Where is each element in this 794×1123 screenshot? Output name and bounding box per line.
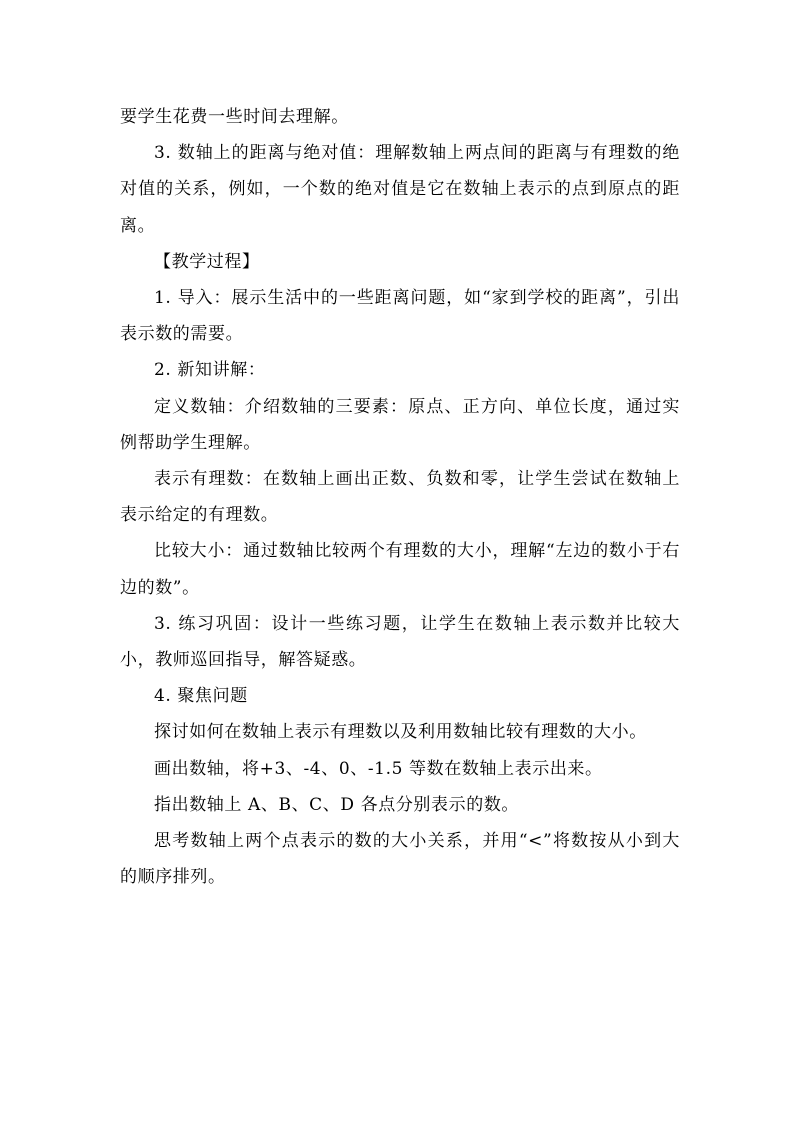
- paragraph-point-3-distance-absolute-value: 3. 数轴上的距离与绝对值：理解数轴上两点间的距离与有理数的绝对值的关系，例如，一个数的绝对值是它在数轴上表示的点到原点的距离。: [120, 143, 680, 236]
- paragraph-focus-explore: 探讨如何在数轴上表示有理数以及利用数轴比较有理数的大小。: [154, 722, 647, 743]
- paragraph-continuation: 要学生花费一些时间去理解。: [120, 107, 349, 127]
- paragraph-step-3-practice: 3. 练习巩固：设计一些练习题，让学生在数轴上表示数并比较大小，教师巡回指导，解答疑惑。: [120, 613, 680, 671]
- paragraph-step-1-introduction: 1. 导入：展示生活中的一些距离问题，如“家到学校的距离”，引出表示数的需要。: [120, 288, 680, 345]
- paragraph-define-number-line: 定义数轴：介绍数轴的三要素：原点、正方向、单位长度，通过实例帮助学生理解。: [120, 396, 680, 453]
- paragraph-focus-draw-number-line: 画出数轴，将+3、-4、0、-1.5 等数在数轴上表示出来。: [154, 758, 603, 779]
- paragraph-step-2-new-knowledge: 2. 新知讲解：: [154, 360, 266, 381]
- document-body: [120, 99, 680, 895]
- section-heading-teaching-process: 【教学过程】: [154, 251, 260, 272]
- paragraph-compare-size: 比较大小：通过数轴比较两个有理数的大小，理解“左边的数小于右边的数”。: [120, 541, 680, 598]
- paragraph-focus-order-numbers: 思考数轴上两个点表示的数的大小关系，并用“<”将数按从小到大的顺序排列。: [120, 831, 680, 888]
- paragraph-step-4-focus-questions: 4. 聚焦问题: [154, 686, 248, 707]
- paragraph-focus-identify-points: 指出数轴上 A、B、C、D 各点分别表示的数。: [154, 794, 520, 815]
- paragraph-represent-rational-numbers: 表示有理数：在数轴上画出正数、负数和零，让学生尝试在数轴上表示给定的有理数。: [120, 469, 680, 526]
